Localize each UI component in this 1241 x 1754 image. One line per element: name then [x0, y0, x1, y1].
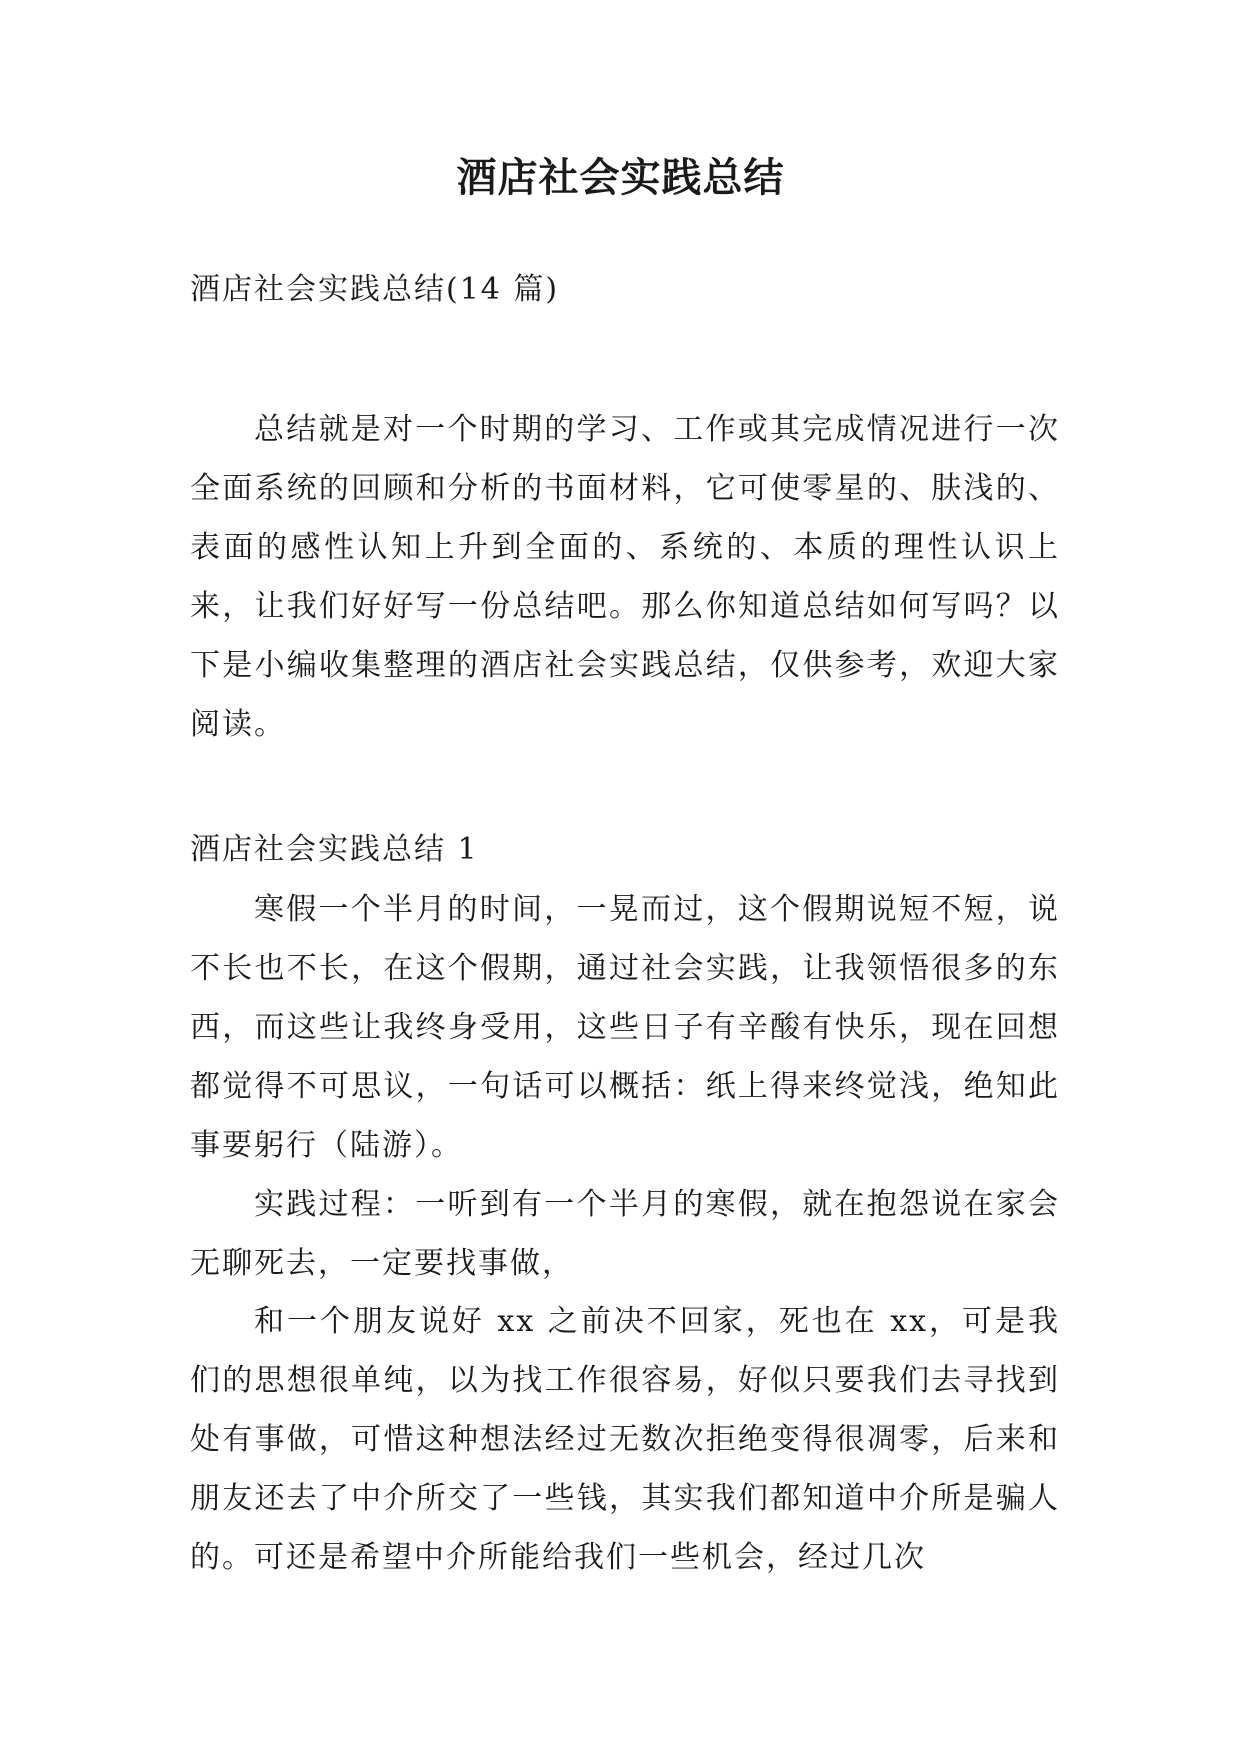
document-title: 酒店社会实践总结	[456, 155, 785, 201]
body-paragraph: 和一个朋友说好 xx 之前决不回家，死也在 xx，可是我们的思想很单纯，以为找工作很容易，好似只要我们去寻找到处有事做，可惜这种想法经过无数次拒绝变得很凋零，后来和朋友还去了中介所交了一些钱，其实我们都知道中介所是骗人的。可还是希望中介所能给我们一些机会，经过几次	[190, 1304, 1060, 1575]
body-paragraph: 寒假一个半月的时间，一晃而过，这个假期说短不短，说不长也不长，在这个假期，通过社会实践，让我领悟很多的东西，而这些让我终身受用，这些日子有辛酸有快乐，现在回想都觉得不可思议，一句话可以概括：纸上得来终觉浅，绝知此事要躬行（陆游）。	[190, 892, 1060, 1163]
document-subtitle: 酒店社会实践总结(14 篇)	[190, 272, 560, 307]
section-heading: 酒店社会实践总结 1	[190, 832, 479, 867]
intro-paragraph: 总结就是对一个时期的学习、工作或其完成情况进行一次全面系统的回顾和分析的书面材料，它可使零星的、肤浅的、表面的感性认知上升到全面的、系统的、本质的理性认识上来，让我们好好写一份总结吧。那么你知道总结如何写吗？以下是小编收集整理的酒店社会实践总结，仅供参考，欢迎大家阅读。	[190, 412, 1060, 742]
body-paragraph: 实践过程：一听到有一个半月的寒假，就在抱怨说在家会无聊死去，一定要找事做，	[190, 1187, 1060, 1281]
